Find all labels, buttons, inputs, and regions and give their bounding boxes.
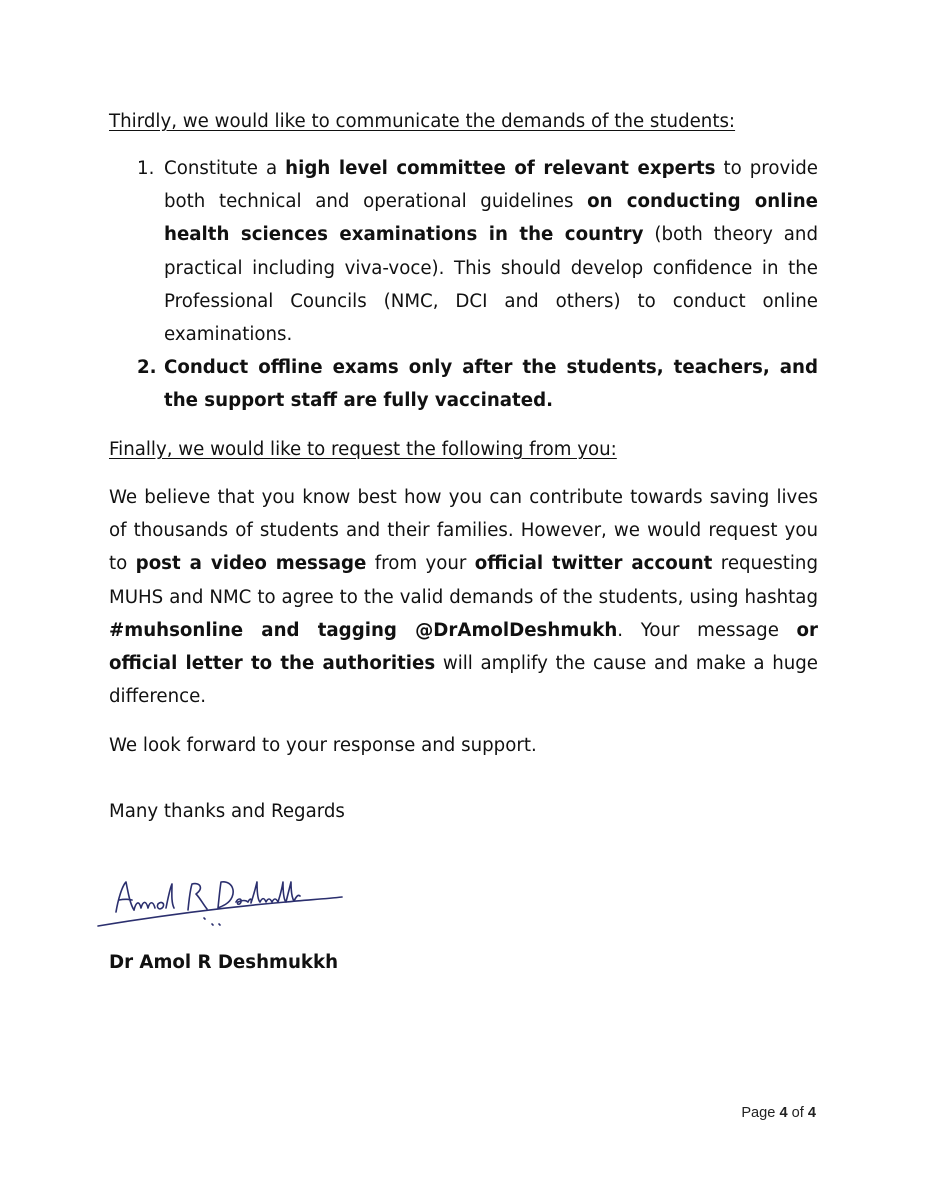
signer-name: Dr Amol R Deshmukkh	[109, 952, 339, 973]
page-number-current: 4	[779, 1105, 788, 1121]
request-text-b: from your	[366, 553, 475, 575]
demand-2-text: Conduct offline exams only after the students, teachers, and the support staff are fully vaccinated.	[164, 357, 818, 412]
request-paragraph	[109, 481, 818, 713]
page-number-total: 4	[807, 1105, 816, 1121]
request-text-d: . Your message	[617, 619, 797, 641]
demand-number-2: 2.	[137, 357, 157, 379]
demand-number-1: 1.	[137, 158, 155, 179]
demand-1-bold-a: high level committee of relevant experts	[285, 158, 716, 179]
demand-item-2	[109, 351, 818, 417]
request-bold-hashtag: #muhsonline and tagging @DrAmolDeshmukh	[109, 619, 618, 641]
closing-line: We look forward to your response and support.	[109, 735, 537, 756]
sign-off: Many thanks and Regards	[109, 801, 345, 822]
demand-1-bold-b: on conducting online health sciences examinations in the country	[164, 191, 818, 246]
request-bold-twitter: official twitter account	[474, 553, 713, 575]
page-number-middle: of	[787, 1105, 808, 1121]
request-text-e: will amplify the cause and make a huge difference.	[109, 653, 818, 708]
demand-1-text-c: (both theory and practical including viva-voce). This should develop confidence in the Professional Councils (NMC, DCI and others) to conduct online examinations.	[164, 224, 819, 346]
request-text-a: We believe that you know best how you can contribute towards saving lives of thousands of students and their families. However, we would request you to	[109, 487, 818, 575]
request-heading: Finally, we would like to request the following from you:	[109, 439, 617, 460]
request-bold-video: post a video message	[135, 553, 367, 575]
request-text-c: requesting MUHS and NMC to agree to the valid demands of the students, using hashtag	[109, 553, 819, 608]
request-bold-letter: or official letter to the authorities	[109, 619, 818, 675]
demand-1-text-a: Constitute a	[164, 158, 286, 179]
page-number	[741, 1105, 816, 1121]
page-number-prefix: Page	[741, 1105, 780, 1121]
demands-heading: Thirdly, we would like to communicate the demands of the students:	[109, 111, 736, 132]
demand-item-1	[109, 152, 818, 351]
demands-list	[109, 152, 818, 418]
handwritten-signature	[86, 872, 348, 934]
demand-1-text-b: to provide both technical and operational guidelines	[164, 158, 819, 213]
